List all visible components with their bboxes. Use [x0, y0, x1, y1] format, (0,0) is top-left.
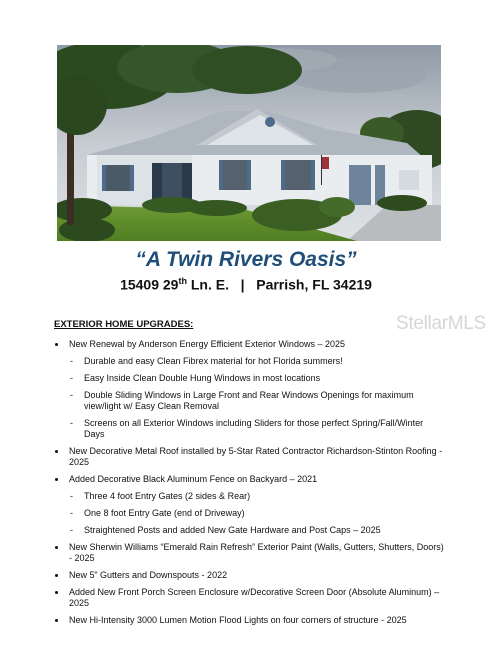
upgrade-subitem: - Double Sliding Windows in Large Front and Rear Windows Openings for maximum view/light w/ Easy Clean Removal [69, 390, 444, 412]
upgrade-item: Added New Front Porch Screen Enclosure w/Decorative Screen Door (Absolute Aluminum) – 2025 [54, 587, 444, 609]
property-address [0, 276, 492, 293]
upgrade-sublist [69, 356, 444, 440]
mls-watermark: StellarMLS [396, 313, 486, 334]
upgrade-item: New Hi-Intensity 3000 Lumen Motion Flood Lights on four corners of structure - 2025 [54, 615, 444, 626]
upgrades-list [54, 333, 444, 626]
street-suffix: th [178, 276, 187, 286]
upgrade-item: New Sherwin Williams “Emerald Rain Refresh” Exterior Paint (Walls, Gutters, Shutters, Doors) - 2025 [54, 542, 444, 564]
upgrade-item: New 5” Gutters and Downspouts - 2022 [54, 570, 444, 581]
street-name: Ln. E. [186, 276, 229, 293]
house-photo [57, 45, 441, 241]
upgrade-item: New Renewal by Anderson Energy Efficient Exterior Windows – 2025 - Durable and easy Clean Fibrex material for hot Florida summers! - Easy Inside Clean Double Hung Windows in most locations - Double Sliding Windows in Large Front and Rear Windows Openings for maximum view/light w/ Easy Clean Removal - Screens on all Exterior Windows including Sliders for those perfect Spring/Fall/Winter Days [54, 339, 444, 440]
upgrade-sublist [69, 491, 444, 536]
city-state-zip: Parrish, FL 34219 [256, 276, 372, 293]
upgrade-subitem: - Screens on all Exterior Windows including Sliders for those perfect Spring/Fall/Winter Days [69, 418, 444, 440]
street-number: 15409 29 [120, 276, 179, 293]
upgrade-subitem: - Straightened Posts and added New Gate Hardware and Post Caps – 2025 [69, 525, 444, 536]
upgrade-subitem: - One 8 foot Entry Gate (end of Driveway) [69, 508, 444, 519]
upgrade-item: Added Decorative Black Aluminum Fence on Backyard – 2021 - Three 4 foot Entry Gates (2 sides & Rear) - One 8 foot Entry Gate (end of Driveway) - Straightened Posts and added New Gate Hardware and Post Caps – 2025 [54, 474, 444, 536]
upgrade-subitem: - Easy Inside Clean Double Hung Windows in most locations [69, 373, 444, 384]
section-title: EXTERIOR HOME UPGRADES: [54, 319, 194, 330]
upgrade-subitem: - Three 4 foot Entry Gates (2 sides & Rear) [69, 491, 444, 502]
upgrade-item: New Decorative Metal Roof installed by 5-Star Rated Contractor Richardson-Stinton Roofing - 2025 [54, 446, 444, 468]
listing-title: “A Twin Rivers Oasis” [135, 248, 357, 271]
upgrade-subitem: - Durable and easy Clean Fibrex material for hot Florida summers! [69, 356, 444, 367]
address-separator: | [240, 276, 245, 293]
